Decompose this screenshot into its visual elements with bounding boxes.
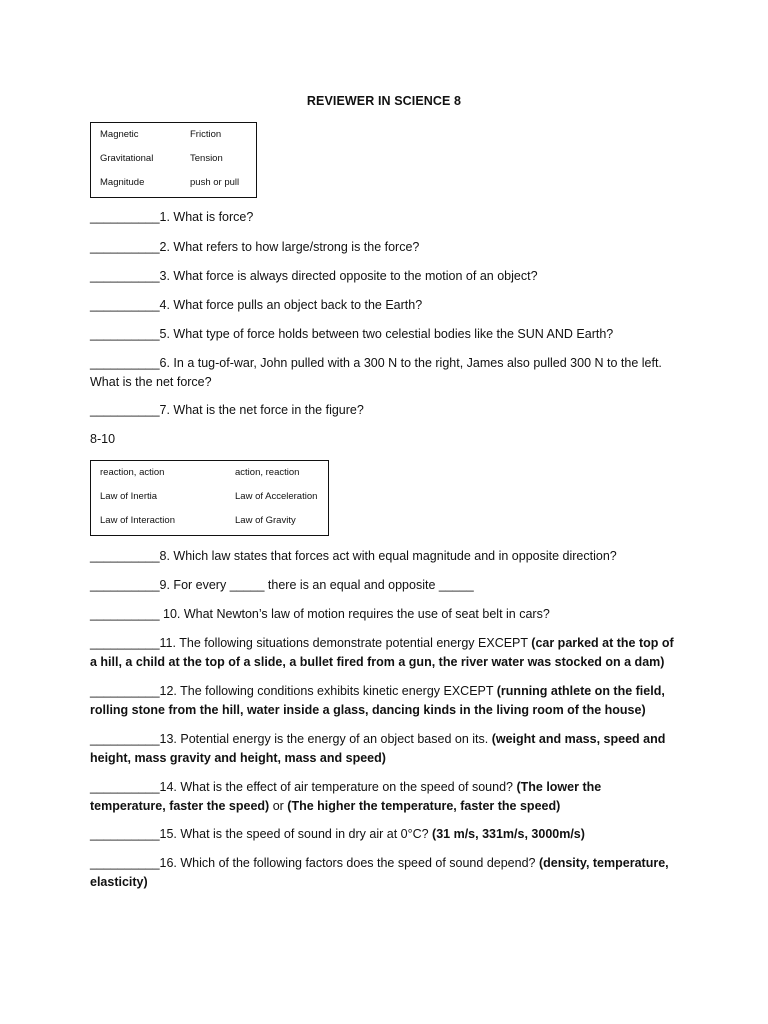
answer-blank: __________ (90, 607, 160, 621)
question-text: 6. In a tug-of-war, John pulled with a 300 N to the right, James also pulled 300 N to the left. What is the net force? (90, 356, 662, 389)
question-item (90, 576, 680, 595)
choice-item: Law of Acceleration (235, 491, 318, 502)
answer-blank: __________ (90, 636, 160, 650)
question-item (90, 605, 680, 624)
choice-item: Magnitude (100, 177, 145, 188)
choice-item: Magnetic (100, 129, 139, 140)
choices-box-1 (90, 122, 257, 198)
answer-blank: __________ (90, 240, 160, 254)
answer-blank: __________ (90, 327, 160, 341)
question-item (90, 547, 680, 566)
question-item (90, 778, 680, 816)
question-text: 3. What force is always directed opposite to the motion of an object? (159, 269, 538, 283)
question-text: 9. For every _____ there is an equal and opposite _____ (159, 578, 474, 592)
question-text: 11. The following situations demonstrate potential energy EXCEPT (159, 636, 532, 650)
question-text: 15. What is the speed of sound in dry air at 0°C? (159, 827, 433, 841)
question-text: 1. What is force? (159, 210, 254, 224)
choice-item: action, reaction (235, 467, 300, 478)
question-item (90, 634, 680, 672)
answer-blank: __________ (90, 732, 160, 746)
question-item (90, 325, 680, 344)
question-item (90, 296, 680, 315)
choice-item: Law of Gravity (235, 515, 296, 526)
question-item (90, 208, 680, 227)
choice-item: reaction, action (100, 467, 165, 478)
question-item (90, 682, 680, 720)
question-item (90, 401, 680, 420)
answer-choices: (density, temperature, elasticity) (90, 856, 669, 889)
answer-blank: __________ (90, 827, 160, 841)
answer-choices: (31 m/s, 331m/s, 3000m/s) (432, 827, 585, 841)
question-item (90, 354, 680, 392)
question-text: 2. What refers to how large/strong is the force? (159, 240, 420, 254)
choice-item: Law of Interaction (100, 515, 175, 526)
question-text: 14. What is the effect of air temperature on the speed of sound? (159, 780, 517, 794)
question-item (90, 854, 680, 892)
answer-blank: __________ (90, 298, 160, 312)
answer-choices: (running athlete on the field, rolling stone from the hill, water inside a glass, dancing kinds in the living room of the house) (90, 684, 665, 717)
choice-item: Friction (190, 129, 222, 140)
question-item (90, 730, 680, 768)
answer-blank: __________ (90, 403, 160, 417)
question-item (90, 267, 680, 286)
question-text: 7. What is the net force in the figure? (159, 403, 364, 417)
answer-choices: (weight and mass, speed and height, mass gravity and height, mass and speed) (90, 732, 666, 765)
answer-choices: (The higher the temperature, faster the speed) (287, 799, 561, 813)
answer-blank: __________ (90, 356, 160, 370)
question-item (90, 238, 680, 257)
question-text: 16. Which of the following factors does the speed of sound depend? (159, 856, 539, 870)
question-text: 5. What type of force holds between two celestial bodies like the SUN AND Earth? (159, 327, 614, 341)
answer-choices: (The lower the temperature, faster the speed) (90, 780, 602, 813)
choice-item: Gravitational (100, 153, 154, 164)
answer-blank: __________ (90, 549, 160, 563)
question-text: 8. Which law states that forces act with equal magnitude and in opposite direction? (159, 549, 617, 563)
answer-blank: __________ (90, 780, 160, 794)
question-text: 4. What force pulls an object back to the Earth? (159, 298, 423, 312)
question-item (90, 825, 680, 844)
answer-blank: __________ (90, 210, 160, 224)
answer-choices: (car parked at the top of a hill, a child at the top of a slide, a bullet fired from a gun, the river water was stocked on a dam) (90, 636, 674, 669)
choice-item: Tension (190, 153, 223, 164)
question-text: 10. What Newton’s law of motion requires the use of seat belt in cars? (159, 607, 550, 621)
connector-text: or (269, 799, 288, 813)
question-text: 12. The following conditions exhibits kinetic energy EXCEPT (159, 684, 497, 698)
choice-item: Law of Inertia (100, 491, 158, 502)
answer-blank: __________ (90, 269, 160, 283)
page-title: REVIEWER IN SCIENCE 8 (306, 94, 462, 108)
answer-blank: __________ (90, 578, 160, 592)
answer-blank: __________ (90, 684, 160, 698)
choice-item: push or pull (190, 177, 240, 188)
choices-box-2 (90, 460, 329, 536)
question-text: 13. Potential energy is the energy of an object based on its. (159, 732, 492, 746)
answer-blank: __________ (90, 856, 160, 870)
section-label: 8-10 (90, 432, 116, 446)
